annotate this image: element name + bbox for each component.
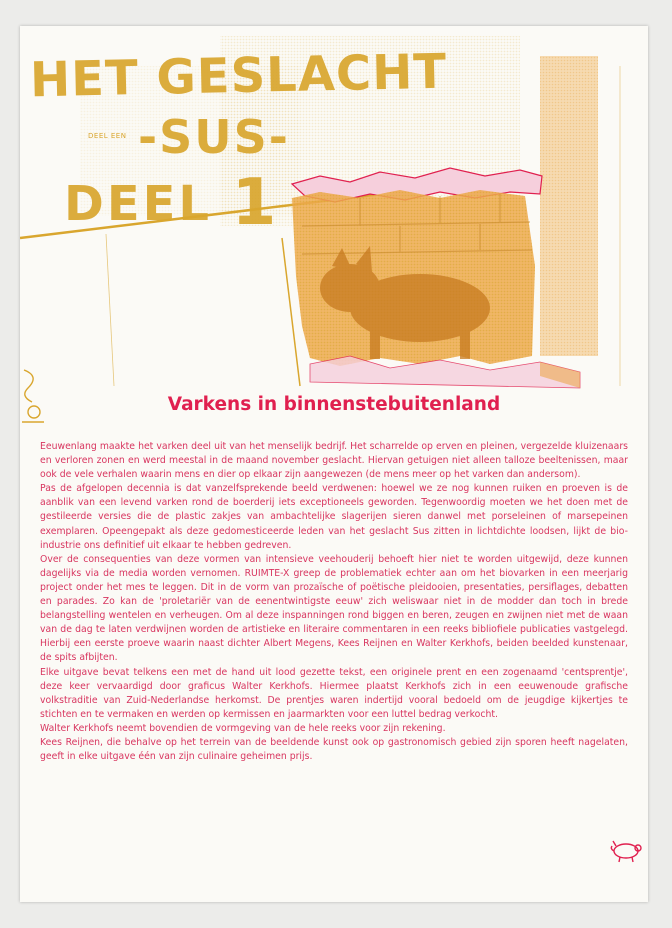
small-print: DEEL EEN [88, 132, 127, 140]
headline-line-2: -SUS- [138, 110, 290, 164]
headline-line-1: HET GESLACHT [29, 43, 448, 109]
paragraph: Kees Reijnen, die behalve op het terrein van de beeldende kunst ook op gastronomisch gebied zijn sporen heeft nagelaten, geeft in elke uitgave één van zijn culinaire geheimen prijs. [40, 736, 628, 763]
headline-deel: DEEL [64, 176, 213, 232]
article-body [40, 440, 628, 764]
headline-line-3 [64, 166, 279, 240]
headline-number: 1 [231, 166, 280, 240]
pig-stamp-icon [608, 836, 644, 864]
paragraph: Pas de afgelopen decennia is dat vanzelfsprekende beeld verdwenen: hoewel we ze nog kunnen ruiken en proeven is de aanblik van een levend varken rond de boerderij iets exceptioneels geworden. Tegenwoordig moeten we het doen met de gestileerde versies die de plastic zakjes van ambachtelijke slagerijen sieren danwel met porseleinen of marsepeinen exemplaren. Opeengepakt als deze gedomesticeerde leden van het geslacht Sus zitten in lichtdichte loodsen, lijkt de bio-industrie ons definitief uit elkaar te hebben gedreven. [40, 483, 628, 551]
paragraph: Over de consequenties van deze vormen van intensieve veehouderij behoeft hier niet te worden uitgewijd, deze kunnen dagelijks via de media worden vernomen. RUIMTE-X greep de problematiek echter aan om het biovarken in een meerjarig project onder het mes te leggen. Dit in de vorm van prozaïsche of poëtische pleidooien, presentaties, persiflages, debatten en parades. Zo kan de 'proletariër van de eenentwintigste eeuw' zich weliswaar niet in de modder dan toch in brede belangstelling wentelen en verheugen. Om al deze inspanningen rond biggen en beren, zeugen en zwijnen niet met de waan van de dag te laten verdwijnen worden de artistieke en literaire commentaren in een reeks bibliofiele publicaties vastgelegd. Hierbij een eerste proeve waarin naast dichter Albert Megens, Kees Reijnen en Walter Kerkhofs, beiden beelded kunstenaar, de spits afbijten. [40, 553, 628, 664]
headline-block [20, 26, 648, 286]
article-title: Varkens in binnenstebuitenland [167, 394, 501, 415]
paragraph: Eeuwenlang maakte het varken deel uit van het menselijk bedrijf. Het scharrelde op erven en pleinen, vergezelde kluizenaars en verloren zonen en werd meestal in de maand november geslacht. Hiervan getuigen niet alleen talloze beeltenissen, maar ook de vele verhalen waarin mens en dier op elkaar zijn aangewezen (de mens meer op het varken dan andersom). [40, 441, 628, 481]
paragraph: Elke uitgave bevat telkens een met de hand uit lood gezette tekst, een originele prent en een zogenaamd 'centsprentje', deze keer vervaardigd door graficus Walter Kerkhofs. Hiermee plaatst Kerkhofs zich in een eeuwenoude grafische volkstraditie van Zuid-Nederlandse herkomst. De prentjes waren indertijd vooral bedoeld om de jeugdige kijkertjes te stichten en te vermaken en werden op kermissen en jaarmarkten voor een luttel bedrag verkocht. [40, 666, 628, 720]
paragraph: Walter Kerkhofs neemt bovendien de vormgeving van de hele reeks voor zijn rekening. [40, 722, 446, 734]
cover-page [20, 26, 648, 902]
